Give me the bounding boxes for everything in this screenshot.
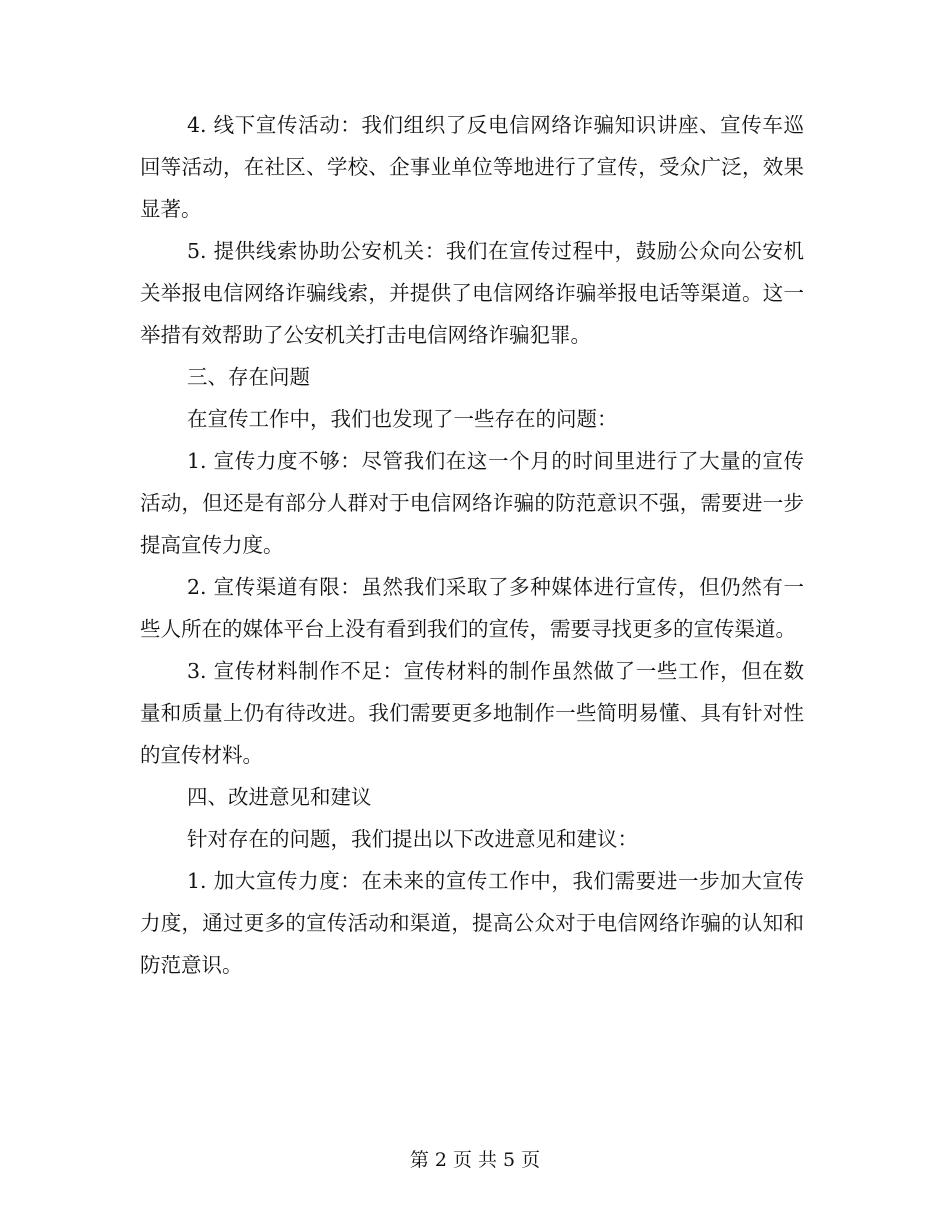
section-heading-problems: 三、存在问题 — [187, 365, 310, 389]
paragraph-offline-activities: 4. 线下宣传活动：我们组织了反电信网络诈骗知识讲座、宣传车巡回等活动，在社区、学校、企事业单位等地进行了宣传，受众广泛，效果显著。 — [140, 113, 804, 221]
paragraph-problems-intro: 在宣传工作中，我们也发现了一些存在的问题： — [187, 407, 618, 431]
paragraph-suggestion-1: 1. 加大宣传力度：在未来的宣传工作中，我们需要进一步加大宣传力度，通过更多的宣传活动和渠道，提高公众对于电信网络诈骗的认知和防范意识。 — [140, 869, 804, 977]
paragraph-suggestions-intro: 针对存在的问题，我们提出以下改进意见和建议： — [187, 827, 638, 851]
section-heading-suggestions: 四、改进意见和建议 — [187, 785, 372, 809]
paragraph-police-leads: 5. 提供线索协助公安机关：我们在宣传过程中，鼓励公众向公安机关举报电信网络诈骗线索，并提供了电信网络诈骗举报电话等渠道。这一举措有效帮助了公安机关打击电信网络诈骗犯罪。 — [140, 239, 804, 347]
document-body — [140, 104, 804, 986]
paragraph-problem-2: 2. 宣传渠道有限：虽然我们采取了多种媒体进行宣传，但仍然有一些人所在的媒体平台上没有看到我们的宣传，需要寻找更多的宣传渠道。 — [140, 575, 804, 641]
page-footer: 第 2 页 共 5 页 — [409, 1149, 541, 1171]
paragraph-problem-1: 1. 宣传力度不够：尽管我们在这一个月的时间里进行了大量的宣传活动，但还是有部分人群对于电信网络诈骗的防范意识不强，需要进一步提高宣传力度。 — [140, 449, 804, 557]
paragraph-problem-3: 3. 宣传材料制作不足：宣传材料的制作虽然做了一些工作，但在数量和质量上仍有待改进。我们需要更多地制作一些简明易懂、具有针对性的宣传材料。 — [140, 659, 804, 767]
